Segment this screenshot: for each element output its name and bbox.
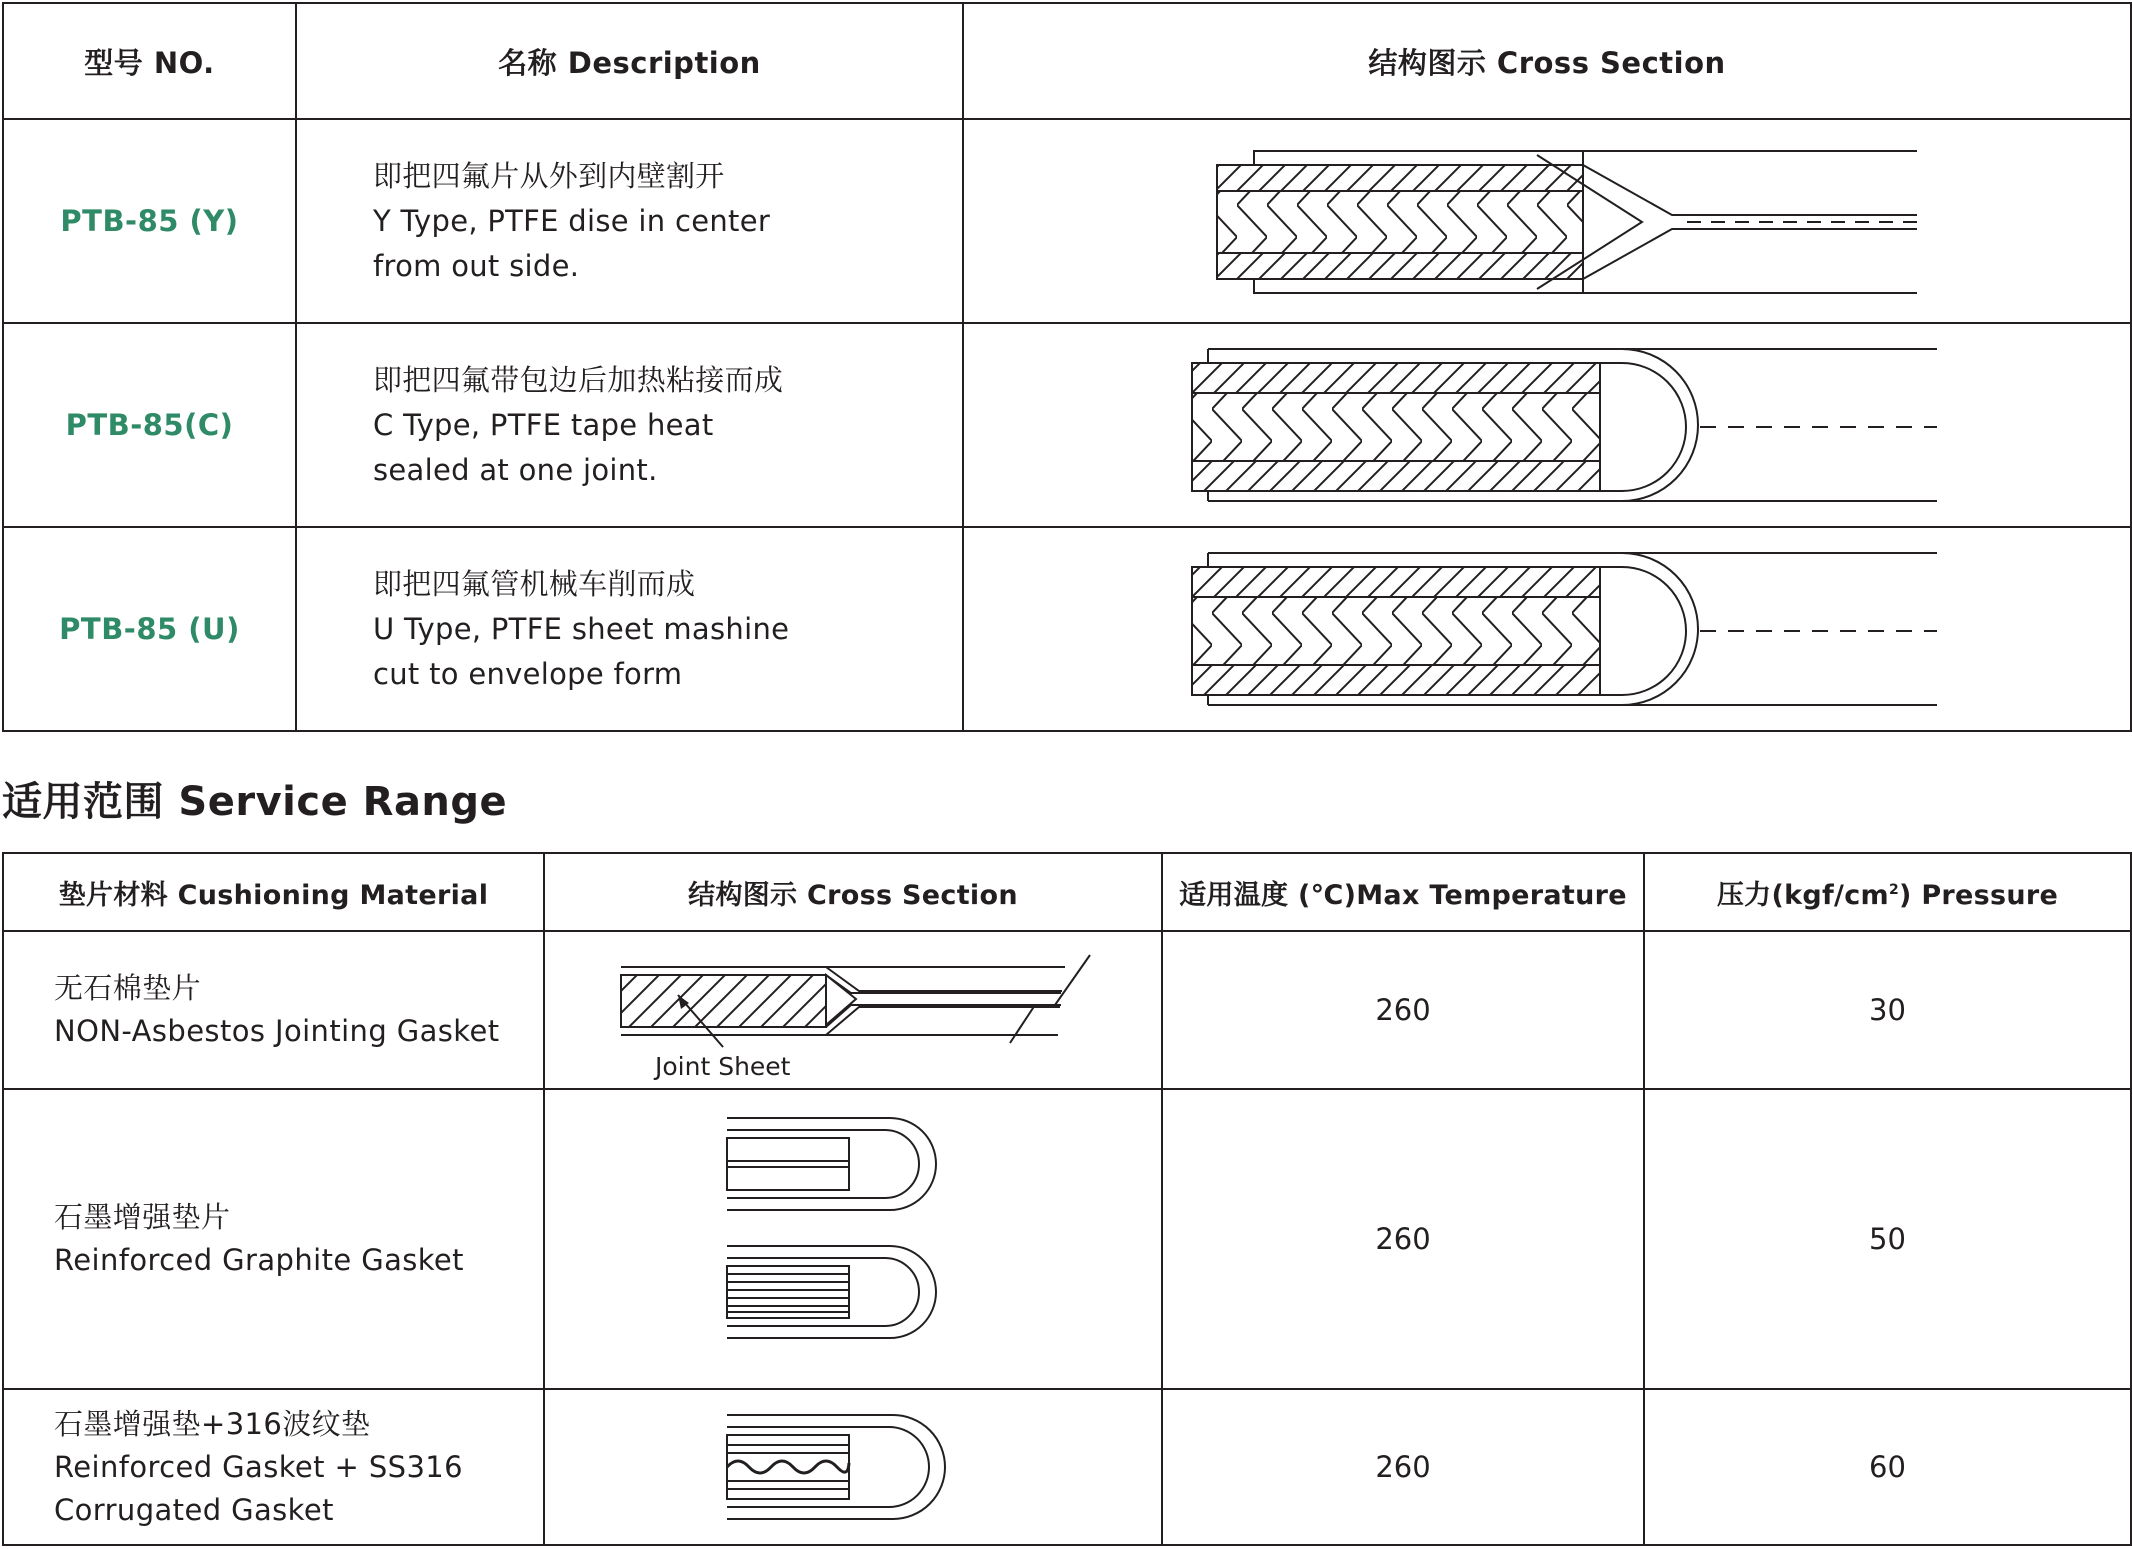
material-en-2: Corrugated Gasket (54, 1492, 334, 1527)
description-cell (296, 119, 963, 323)
header-description: 名称 Description (296, 3, 963, 119)
description-en: U Type, PTFE sheet mashine (373, 611, 790, 646)
header-pressure-prefix: 压力(kgf/cm (1716, 879, 1889, 911)
model-number: PTB-85 (Y) (3, 119, 296, 323)
y-type-diagram (1177, 141, 1917, 301)
joint-sheet-diagram (545, 935, 1163, 1085)
header-cross-section: 结构图示 Cross Section (544, 853, 1162, 931)
header-temperature: 适用温度 (℃)Max Temperature (1162, 853, 1644, 931)
product-table-header (3, 3, 2131, 119)
table-row (3, 527, 2131, 731)
description-cn: 即把四氟片从外到内壁割开 (373, 158, 725, 193)
corrugated-gasket-diagram (545, 1397, 1163, 1537)
description-cell (296, 323, 963, 527)
material-cell (3, 1089, 544, 1389)
description-en-2: cut to envelope form (373, 656, 683, 691)
temperature-value: 260 (1162, 931, 1644, 1089)
material-cell (3, 1389, 544, 1545)
table-row (3, 931, 2131, 1089)
description-cn: 即把四氟管机械车削而成 (373, 566, 696, 601)
material-cn: 石墨增强垫片 (54, 1200, 231, 1234)
material-cn: 石墨增强垫+316波纹垫 (54, 1406, 371, 1441)
material-cn: 无石棉垫片 (54, 971, 202, 1005)
table-row (3, 1089, 2131, 1389)
temperature-value: 260 (1162, 1389, 1644, 1545)
service-range-header (3, 853, 2131, 931)
cross-section-cell (963, 527, 2131, 731)
product-table (2, 2, 2132, 732)
section-title: 适用范围 Service Range (2, 779, 508, 825)
header-cross-section: 结构图示 Cross Section (963, 3, 2131, 119)
header-pressure-sup: 2 (1888, 881, 1899, 898)
joint-sheet-label: Joint Sheet (655, 1052, 791, 1081)
pressure-value: 30 (1644, 931, 2131, 1089)
description-cn: 即把四氟带包边后加热粘接而成 (373, 362, 784, 397)
service-range-table (2, 852, 2132, 1546)
cross-section-cell (544, 1389, 1162, 1545)
header-model: 型号 NO. (3, 3, 296, 119)
material-en: Reinforced Gasket + SS316 (54, 1449, 464, 1484)
table-row (3, 323, 2131, 527)
description-en: C Type, PTFE tape heat (373, 407, 714, 442)
description-en-2: from out side. (373, 248, 580, 283)
material-en: NON-Asbestos Jointing Gasket (54, 1014, 500, 1048)
cross-section-cell (963, 119, 2131, 323)
header-pressure (1644, 853, 2131, 931)
table-row (3, 119, 2131, 323)
description-en: Y Type, PTFE dise in center (373, 203, 771, 238)
u-type-diagram (1152, 549, 1942, 709)
graphite-gasket-diagram (545, 1094, 1163, 1384)
model-number: PTB-85 (U) (3, 527, 296, 731)
description-en-2: sealed at one joint. (373, 452, 658, 487)
cross-section-cell (544, 931, 1162, 1089)
model-number: PTB-85(C) (3, 323, 296, 527)
c-type-diagram (1152, 345, 1942, 505)
material-cell (3, 931, 544, 1089)
description-cell (296, 527, 963, 731)
material-en: Reinforced Graphite Gasket (54, 1243, 464, 1277)
table-row (3, 1389, 2131, 1545)
cross-section-cell (963, 323, 2131, 527)
temperature-value: 260 (1162, 1089, 1644, 1389)
cross-section-cell (544, 1089, 1162, 1389)
header-pressure-suffix: ) Pressure (1898, 879, 2059, 911)
header-material: 垫片材料 Cushioning Material (3, 853, 544, 931)
pressure-value: 60 (1644, 1389, 2131, 1545)
pressure-value: 50 (1644, 1089, 2131, 1389)
